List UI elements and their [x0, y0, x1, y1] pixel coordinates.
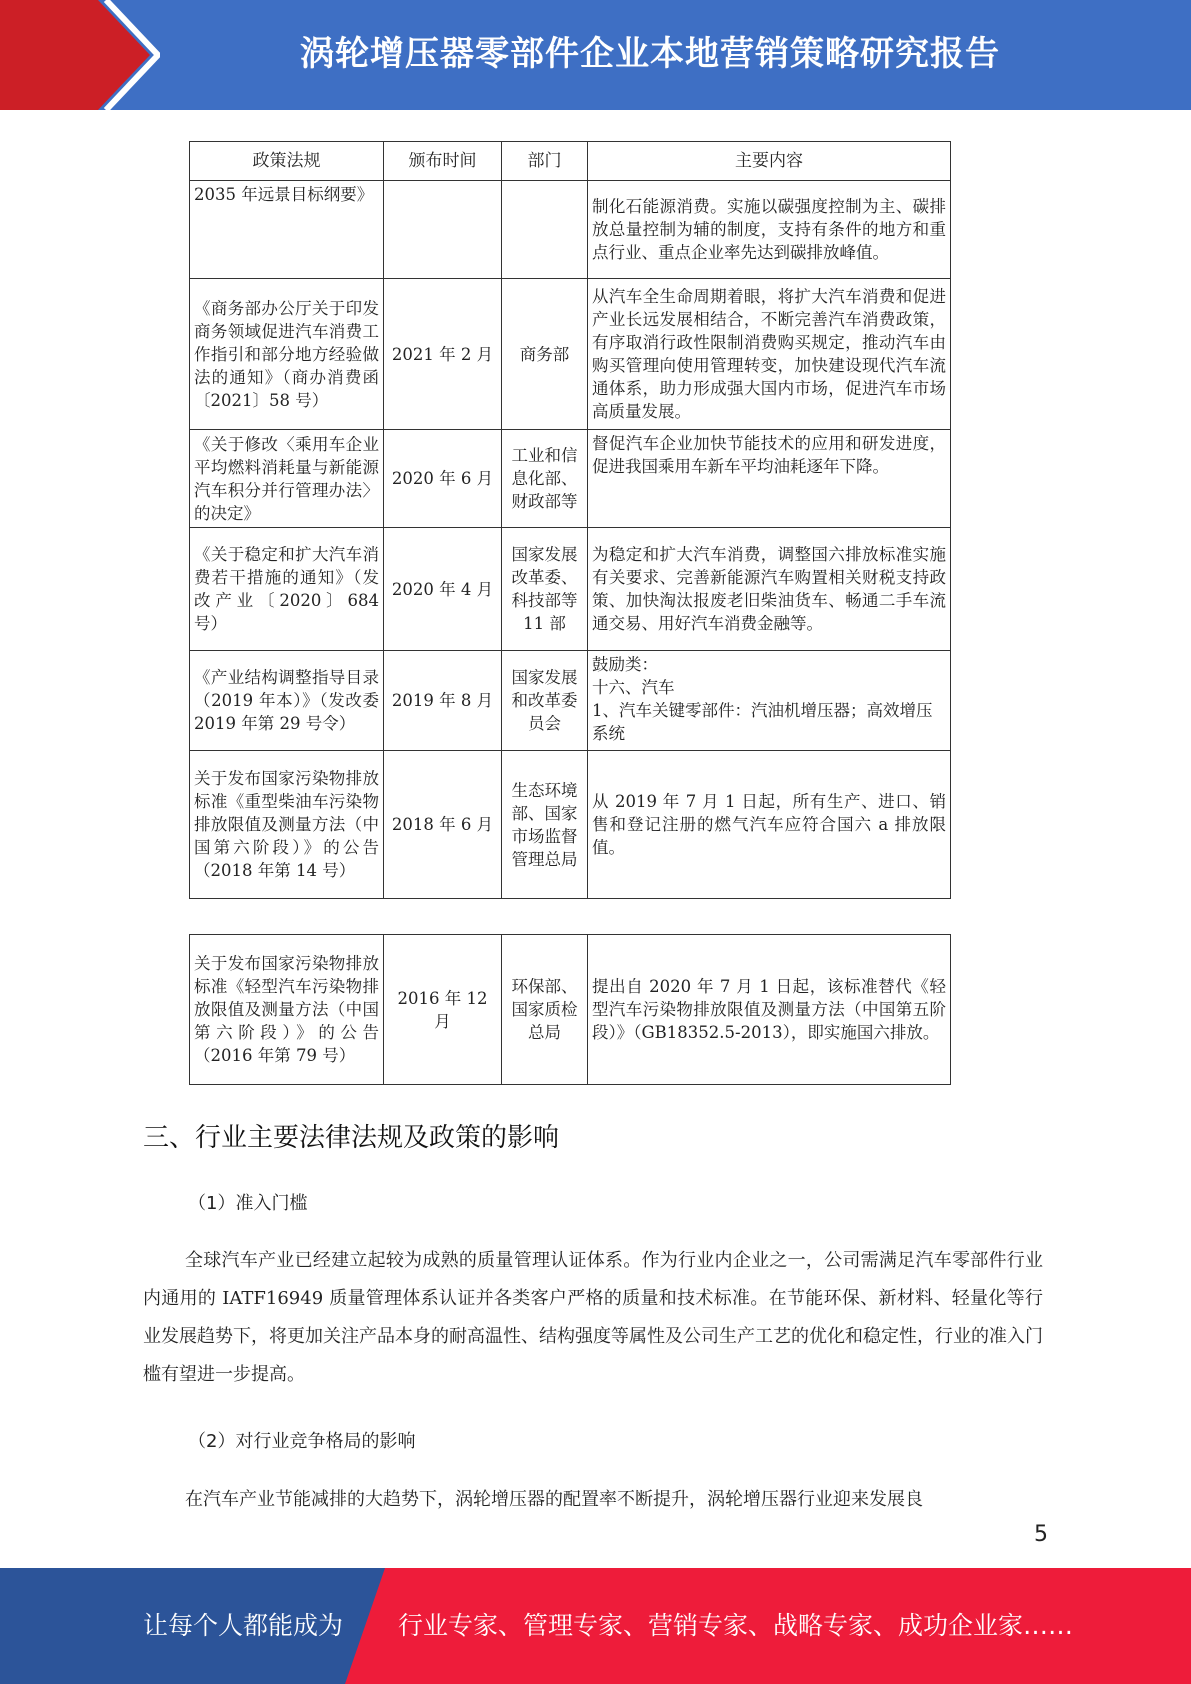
subheading-competition: （2）对行业竞争格局的影响 [188, 1431, 416, 1452]
table-row [190, 651, 951, 751]
policy-cell: 《商务部办公厅关于印发商务领域促进汽车消费工作指引和部分地方经验做法的通知》（商办消费函〔2021〕58 号） [190, 279, 384, 430]
date-cell: 2020 年 6 月 [384, 430, 502, 528]
department-cell: 生态环境部、国家市场监督管理总局 [502, 751, 588, 899]
department-cell: 工业和信息化部、财政部等 [502, 430, 588, 528]
department-cell: 国家发展和改革委员会 [502, 651, 588, 751]
report-title: 涡轮增压器零部件企业本地营销策略研究报告 [300, 34, 1000, 74]
column-header-policy: 政策法规 [190, 142, 384, 181]
content-cell: 督促汽车企业加快节能技术的应用和研发进度，促进我国乘用车新车平均油耗逐年下降。 [588, 430, 951, 528]
page-number: 5 [1034, 1522, 1048, 1547]
column-header-department: 部门 [502, 142, 588, 181]
content-cell: 从 2019 年 7 月 1 日起，所有生产、进口、销售和登记注册的燃气汽车应符合国六 a 排放限值。 [588, 751, 951, 899]
table-row [190, 528, 951, 651]
content-cell: 鼓励类： 十六、汽车 1、汽车关键零部件：汽油机增压器；高效增压系统 [588, 651, 951, 751]
table-row [190, 181, 951, 279]
date-cell: 2021 年 2 月 [384, 279, 502, 430]
content-cell: 制化石能源消费。实施以碳强度控制为主、碳排放总量控制为辅的制度，支持有条件的地方和重点行业、重点企业率先达到碳排放峰值。 [588, 181, 951, 279]
policy-table-continued [189, 934, 951, 1085]
page-footer [0, 1568, 1191, 1684]
column-header-date: 颁布时间 [384, 142, 502, 181]
table-row [190, 751, 951, 899]
section-heading: 三、行业主要法律法规及政策的影响 [143, 1123, 560, 1153]
table-row [190, 430, 951, 528]
policy-cell: 2035 年远景目标纲要》 [190, 181, 384, 279]
policy-cell: 《关于修改〈乘用车企业平均燃料消耗量与新能源汽车积分并行管理办法〉的决定》 [190, 430, 384, 528]
policy-cell: 关于发布国家污染物排放标准《重型柴油车污染物排放限值及测量方法（中国第六阶段）》的公告（2018 年第 14 号） [190, 751, 384, 899]
department-cell: 环保部、国家质检总局 [502, 935, 588, 1085]
department-cell: 国家发展改革委、科技部等 11 部 [502, 528, 588, 651]
policy-table [189, 141, 951, 899]
policy-cell: 《关于稳定和扩大汽车消费若干措施的通知》（发改产业〔2020〕684 号） [190, 528, 384, 651]
header-red-chevron [0, 0, 160, 110]
content-cell: 为稳定和扩大汽车消费，调整国六排放标准实施有关要求、完善新能源汽车购置相关财税支持政策、加快淘汰报废老旧柴油货车、畅通二手车流通交易、用好汽车消费金融等。 [588, 528, 951, 651]
policy-cell: 关于发布国家污染物排放标准《轻型汽车污染物排放限值及测量方法（中国第六阶段）》的公告（2016 年第 79 号） [190, 935, 384, 1085]
subheading-entry-barrier: （1）准入门槛 [188, 1193, 308, 1214]
date-cell: 2016 年 12 月 [384, 935, 502, 1085]
content-cell: 提出自 2020 年 7 月 1 日起，该标准替代《轻型汽车污染物排放限值及测量方法（中国第五阶段）》（GB18352.5-2013），即实施国六排放。 [588, 935, 951, 1085]
footer-slogan-right: 行业专家、管理专家、营销专家、战略专家、成功企业家…… [398, 1611, 1074, 1640]
date-cell [384, 181, 502, 279]
policy-cell: 《产业结构调整指导目录（2019 年本）》（发改委 2019 年第 29 号令） [190, 651, 384, 751]
date-cell: 2020 年 4 月 [384, 528, 502, 651]
table-row [190, 279, 951, 430]
department-cell: 商务部 [502, 279, 588, 430]
page-header [0, 0, 1191, 110]
footer-slogan-left: 让每个人都能成为 [143, 1611, 344, 1640]
content-cell: 从汽车全生命周期着眼，将扩大汽车消费和促进产业长远发展相结合，不断完善汽车消费政策，有序取消行政性限制消费购买规定，推动汽车由购买管理向使用管理转变，加快建设现代汽车流通体系，助力形成强大国内市场，促进汽车市场高质量发展。 [588, 279, 951, 430]
department-cell [502, 181, 588, 279]
column-header-content: 主要内容 [588, 142, 951, 181]
table-header-row [190, 142, 951, 181]
table-row [190, 935, 951, 1085]
paragraph-entry-barrier: 全球汽车产业已经建立起较为成熟的质量管理认证体系。作为行业内企业之一，公司需满足汽车零部件行业内通用的 IATF16949 质量管理体系认证并各类客户严格的质量和技术标准。在节能环保、新材料、轻量化等行业发展趋势下，将更加关注产品本身的耐高温性、结构强度等属性及公司生产工艺的优化和稳定性，行业的准入门槛有望进一步提高。 [143, 1250, 1043, 1385]
date-cell: 2018 年 6 月 [384, 751, 502, 899]
date-cell: 2019 年 8 月 [384, 651, 502, 751]
paragraph-competition: 在汽车产业节能减排的大趋势下，涡轮增压器的配置率不断提升，涡轮增压器行业迎来发展良 [185, 1489, 923, 1510]
